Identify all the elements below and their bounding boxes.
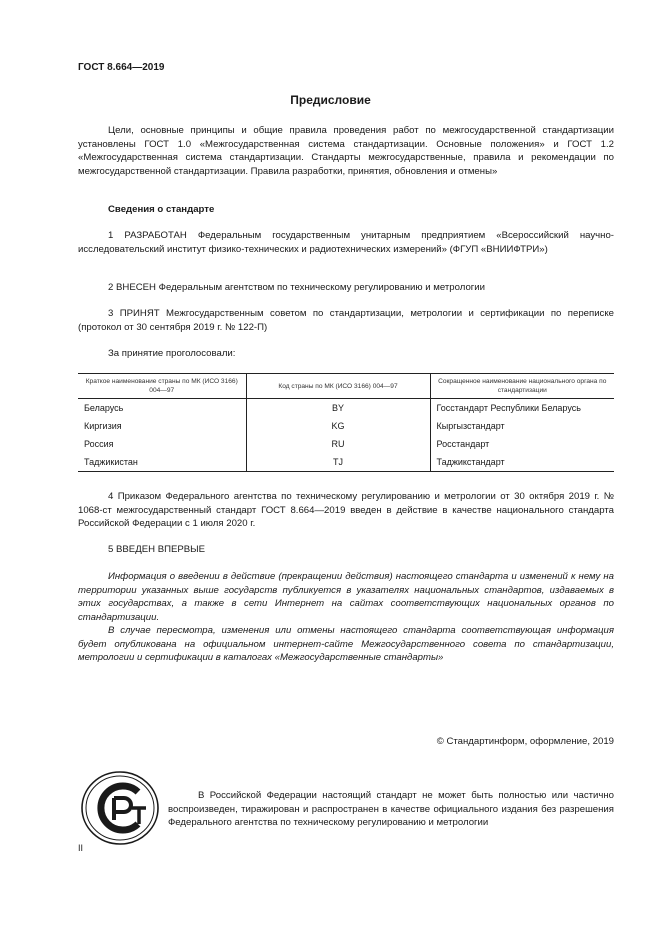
page-number: II	[78, 843, 84, 853]
info-italic-2: В случае пересмотра, изменения или отмены настоящего стандарта соответствующая информация будет опубликована на официальном интернет-сайте Межгосударственного совета по стандартизации, метрологии и сертификации в каталогах «Межгосударственные стандарты»	[78, 625, 614, 664]
table-cell-body: Кыргызстандарт	[436, 421, 505, 431]
voted-label: За принятие проголосовали:	[108, 348, 236, 359]
table-header-code: Код страны по МК (ИСО 3166) 004—97	[246, 374, 430, 399]
document-code: ГОСТ 8.664—2019	[78, 62, 165, 73]
gost-r-logo-icon	[80, 768, 160, 848]
table-row	[78, 399, 614, 418]
table-cell-country: Россия	[78, 435, 246, 453]
item-1: 1 РАЗРАБОТАН Федеральным государственным унитарным предприятием «Всероссийский научно-исследовательский институт физико-технических и радиотехнических измерений» (ФГУП «ВНИИФТРИ»)	[78, 230, 614, 255]
table-cell-code: TJ	[246, 453, 430, 472]
copyright: © Стандартинформ, оформление, 2019	[436, 736, 614, 747]
table-row	[78, 453, 614, 472]
info-heading: Сведения о стандарте	[108, 204, 215, 215]
table-header-row	[78, 374, 614, 399]
table-cell-code: BY	[246, 399, 430, 418]
table-cell-body: Госстандарт Республики Беларусь	[436, 403, 581, 413]
table-cell-body: Таджикстандарт	[430, 453, 614, 472]
item-2: 2 ВНЕСЕН Федеральным агентством по техническому регулированию и метрологии	[108, 282, 486, 293]
table-cell-body: Росстандарт	[436, 439, 490, 449]
table-row	[78, 435, 614, 453]
item-4: 4 Приказом Федерального агентства по техническому регулированию и метрологии от 30 октября 2019 г. № 1068-ст межгосударственный стандарт ГОСТ 8.664—2019 введен в действие в качестве национального стандарта Российской Федерации с 1 июля 2020 г.	[78, 491, 614, 530]
item-5: 5 ВВЕДЕН ВПЕРВЫЕ	[108, 544, 206, 555]
table-header-country: Краткое наименование страны по МК (ИСО 3166) 004—97	[78, 374, 246, 399]
item-3: 3 ПРИНЯТ Межгосударственным советом по стандартизации, метрологии и сертификации по переписке (протокол от 30 сентября 2019 г. № 122-П)	[78, 308, 614, 333]
table-header-body: Сокращенное наименование национального органа по стандартизации	[430, 374, 614, 399]
voting-table	[78, 373, 614, 472]
table-cell-code: RU	[246, 435, 430, 453]
table-cell-country: Таджикистан	[78, 453, 246, 472]
reproduction-notice: В Российской Федерации настоящий стандарт не может быть полностью или частично воспроизведен, тиражирован и распространен в качестве официального издания без разрешения Федерального агентства по техническому регулированию и метрологии	[168, 790, 614, 829]
table-cell-country: Беларусь	[78, 399, 246, 418]
table-row	[78, 417, 614, 435]
page-title: Предисловие	[290, 93, 371, 107]
info-italic-1: Информация о введении в действие (прекращении действия) настоящего стандарта и изменений к нему на территории указанных выше государств публикуется в указателях национальных стандартов, издаваемых в этих государствах, а также в сети Интернет на сайтах соответствующих национальных органов по стандартизации.	[78, 571, 614, 623]
table-cell-code: KG	[246, 417, 430, 435]
table-cell-country: Киргизия	[78, 417, 246, 435]
intro-paragraph: Цели, основные принципы и общие правила проведения работ по межгосударственной стандартизации установлены ГОСТ 1.0 «Межгосударственная система стандартизации. Основные положения» и ГОСТ 1.2 «Межгосударственная система стандартизации. Стандарты межгосударственные, правила и рекомендации по межгосударственной стандартизации. Правила разработки, принятия, обновления и отмены»	[78, 125, 614, 177]
